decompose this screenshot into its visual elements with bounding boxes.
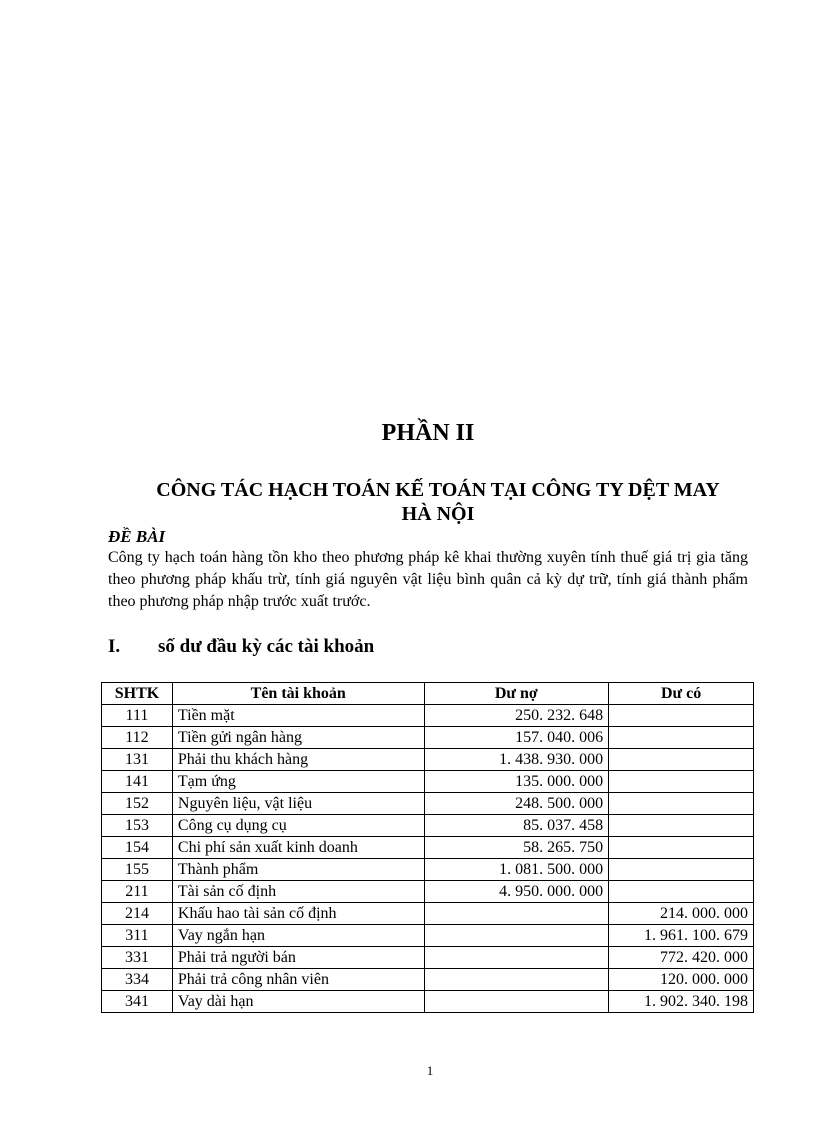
account-code-cell: 111 <box>102 705 173 727</box>
header-debit: Dư nợ <box>424 683 609 705</box>
table-row <box>102 903 754 925</box>
debit-balance-cell <box>424 969 609 991</box>
credit-balance-cell: 214. 000. 000 <box>609 903 754 925</box>
main-title-line1: CÔNG TÁC HẠCH TOÁN KẾ TOÁN TẠI CÔNG TY DỆT MAY <box>156 479 720 501</box>
account-name-cell: Chi phí sản xuất kinh doanh <box>172 837 424 859</box>
debit-balance-cell: 85. 037. 458 <box>424 815 609 837</box>
debit-balance-cell: 1. 438. 930. 000 <box>424 749 609 771</box>
account-name-cell: Phải thu khách hàng <box>172 749 424 771</box>
debit-balance-cell: 157. 040. 006 <box>424 727 609 749</box>
table-row <box>102 749 754 771</box>
account-code-cell: 341 <box>102 991 173 1013</box>
debit-balance-cell <box>424 991 609 1013</box>
account-code-cell: 152 <box>102 793 173 815</box>
credit-balance-cell: 1. 902. 340. 198 <box>609 991 754 1013</box>
debit-balance-cell: 135. 000. 000 <box>424 771 609 793</box>
accounts-table <box>101 682 754 1013</box>
main-title-line2: HÀ NỘI <box>401 503 475 525</box>
header-account-name: Tên tài khoản <box>172 683 424 705</box>
section-number: I. <box>108 636 121 657</box>
table-row <box>102 881 754 903</box>
account-name-cell: Nguyên liệu, vật liệu <box>172 793 424 815</box>
section-title: số dư đầu kỳ các tài khoản <box>158 636 375 657</box>
account-name-cell: Thành phẩm <box>172 859 424 881</box>
debit-balance-cell: 250. 232. 648 <box>424 705 609 727</box>
account-name-cell: Công cụ dụng cụ <box>172 815 424 837</box>
credit-balance-cell <box>609 815 754 837</box>
account-name-cell: Vay ngắn hạn <box>172 925 424 947</box>
debit-balance-cell: 58. 265. 750 <box>424 837 609 859</box>
credit-balance-cell <box>609 837 754 859</box>
credit-balance-cell <box>609 881 754 903</box>
table-row <box>102 793 754 815</box>
table-row <box>102 859 754 881</box>
table-body <box>102 705 754 1013</box>
header-account-code: SHTK <box>102 683 173 705</box>
table-row <box>102 947 754 969</box>
page-number: 1 <box>426 1063 434 1078</box>
account-name-cell: Tạm ứng <box>172 771 424 793</box>
debit-balance-cell: 248. 500. 000 <box>424 793 609 815</box>
table-row <box>102 969 754 991</box>
account-name-cell: Tài sản cố định <box>172 881 424 903</box>
account-code-cell: 155 <box>102 859 173 881</box>
account-code-cell: 331 <box>102 947 173 969</box>
credit-balance-cell <box>609 859 754 881</box>
account-code-cell: 153 <box>102 815 173 837</box>
credit-balance-cell <box>609 793 754 815</box>
account-code-cell: 211 <box>102 881 173 903</box>
table-row <box>102 815 754 837</box>
debit-balance-cell: 1. 081. 500. 000 <box>424 859 609 881</box>
account-code-cell: 334 <box>102 969 173 991</box>
debit-balance-cell <box>424 925 609 947</box>
table-header-row <box>102 683 754 705</box>
table-row <box>102 837 754 859</box>
account-name-cell: Khấu hao tài sản cố định <box>172 903 424 925</box>
account-name-cell: Phải trả công nhân viên <box>172 969 424 991</box>
credit-balance-cell <box>609 749 754 771</box>
table-row <box>102 705 754 727</box>
debit-balance-cell: 4. 950. 000. 000 <box>424 881 609 903</box>
debit-balance-cell <box>424 947 609 969</box>
part-title: PHẦN II <box>381 420 475 446</box>
account-code-cell: 141 <box>102 771 173 793</box>
account-name-cell: Vay dài hạn <box>172 991 424 1013</box>
account-code-cell: 214 <box>102 903 173 925</box>
credit-balance-cell <box>609 771 754 793</box>
account-name-cell: Tiền gửi ngân hàng <box>172 727 424 749</box>
debit-balance-cell <box>424 903 609 925</box>
exercise-label: ĐỀ BÀI <box>108 527 166 546</box>
table-row <box>102 991 754 1013</box>
credit-balance-cell: 772. 420. 000 <box>609 947 754 969</box>
table-row <box>102 771 754 793</box>
table-row <box>102 727 754 749</box>
account-code-cell: 154 <box>102 837 173 859</box>
account-code-cell: 112 <box>102 727 173 749</box>
account-name-cell: Phải trả người bán <box>172 947 424 969</box>
account-code-cell: 311 <box>102 925 173 947</box>
credit-balance-cell: 120. 000. 000 <box>609 969 754 991</box>
section-heading <box>108 636 374 658</box>
header-credit: Dư có <box>609 683 754 705</box>
table-row <box>102 925 754 947</box>
credit-balance-cell: 1. 961. 100. 679 <box>609 925 754 947</box>
account-code-cell: 131 <box>102 749 173 771</box>
account-name-cell: Tiền mặt <box>172 705 424 727</box>
main-title <box>100 478 776 526</box>
intro-paragraph: Công ty hạch toán hàng tồn kho theo phương pháp kê khai thường xuyên tính thuế giá trị gia tăng theo phương pháp khấu trừ, tính giá nguyên vật liệu bình quân cả kỳ dự trữ, tính giá thành phẩm theo phương pháp nhập trước xuất trước. <box>108 549 748 610</box>
credit-balance-cell <box>609 705 754 727</box>
credit-balance-cell <box>609 727 754 749</box>
